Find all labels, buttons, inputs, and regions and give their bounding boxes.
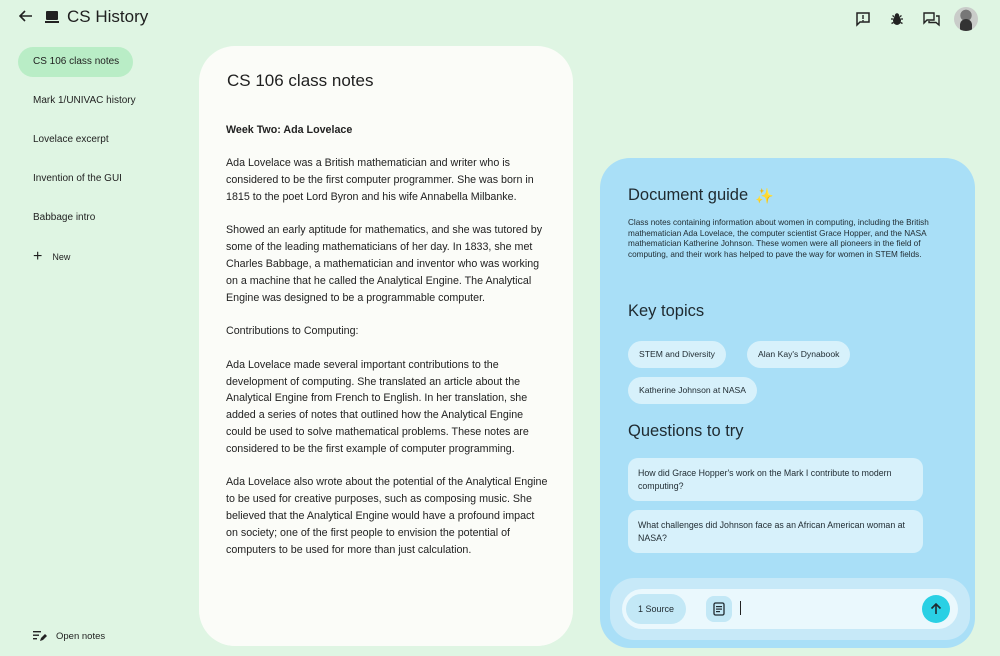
source-count-chip[interactable]: 1 Source [626,594,686,624]
sidebar [18,47,188,272]
notes-edit-icon [33,630,47,642]
notes-document[interactable] [199,46,573,646]
sparkle-icon: ✨ [755,187,774,205]
document-paragraph: Contributions to Computing: [226,325,359,338]
back-arrow-icon[interactable] [16,9,36,29]
sidebar-item-invention-gui[interactable]: Invention of the GUI [33,173,122,184]
topic-chip-katherine-johnson[interactable]: Katherine Johnson at NASA [628,377,757,404]
guide-summary: Class notes containing information about women in computing, including the British mathematician Ada Lovelace, the computer scientist Grace Hopper, and the NASA mathematician Katherine Johnson. These women were all pioneers in the field of computing, and their work has helped to pave the way for women in STEM fields. [628,218,929,259]
document-paragraph: Ada Lovelace also wrote about the potential of the Analytical Engine to be used for creative purposes, such as composing music. She believed that the Analytical Engine would have a profound impact on society; one of the first people to envision the potential of computers to be used for more than just calculation. [226,476,548,556]
sidebar-item-lovelace-excerpt[interactable]: Lovelace excerpt [33,134,109,145]
document-list-icon[interactable] [706,596,732,622]
document-paragraph: Ada Lovelace made several important contributions to the development of computing. She translated an article about the Analytical Engine from French to English. In her translation, she added a series of notes that outlined how the Analytical Engine could be used to solve mathematical problems. These notes are considered to be the first example of computer programming. [226,358,529,455]
chat-input-field[interactable] [622,589,958,629]
sidebar-item-babbage-intro[interactable]: Babbage intro [33,212,96,223]
guide-title-text: Document guide [628,186,749,204]
app-title: CS History [67,7,149,26]
open-notes-button[interactable] [33,630,105,642]
document-paragraph: Showed an early aptitude for mathematics, and she was tutored by some of the leading mathematicians of her day. In 1833, she met Charles Babbage, a mathematician and inventor who was working on a machine that he called the Analytical Engine. The Analytical Engine was designed to be a programmable computer. [226,224,543,304]
top-actions [852,6,978,32]
open-notes-label: Open notes [56,630,106,642]
sidebar-item-mark1-univac[interactable]: Mark 1/UNIVAC history [33,95,136,106]
document-heading: Week Two: Ada Lovelace [226,124,353,136]
chat-composer [610,578,970,640]
arrow-up-icon [930,603,942,615]
fade-overlay [199,576,573,646]
key-topics-title: Key topics [628,302,705,320]
text-caret [740,601,741,615]
topic-chip-stem-diversity[interactable]: STEM and Diversity [628,341,726,368]
new-source-button[interactable] [18,242,188,272]
topic-chip-dynabook[interactable]: Alan Kay's Dynabook [747,341,850,368]
feedback-icon[interactable] [852,8,874,30]
document-guide-panel [600,158,975,648]
document-paragraph: Ada Lovelace was a British mathematician and writer who is considered to be the first computer programmer. She was born in 1815 to the poet Lord Byron and his wife Annabella Milbanke. [226,157,534,203]
avatar[interactable] [954,7,978,31]
questions-title: Questions to try [628,422,744,440]
new-label: New [52,252,71,262]
suggested-question[interactable]: How did Grace Hopper's work on the Mark I contribute to modern computing? [628,458,923,501]
top-bar [0,0,1000,38]
document-title: CS 106 class notes [227,71,374,90]
laptop-icon [45,11,59,24]
document-body [226,122,548,575]
chat-icon[interactable] [920,8,942,30]
send-button[interactable] [922,595,950,623]
guide-title [628,186,774,205]
bug-icon[interactable] [886,8,908,30]
suggested-question[interactable]: What challenges did Johnson face as an African American woman at NASA? [628,510,923,553]
plus-icon: + [33,248,43,265]
sidebar-item-cs106-notes[interactable]: CS 106 class notes [18,47,133,77]
